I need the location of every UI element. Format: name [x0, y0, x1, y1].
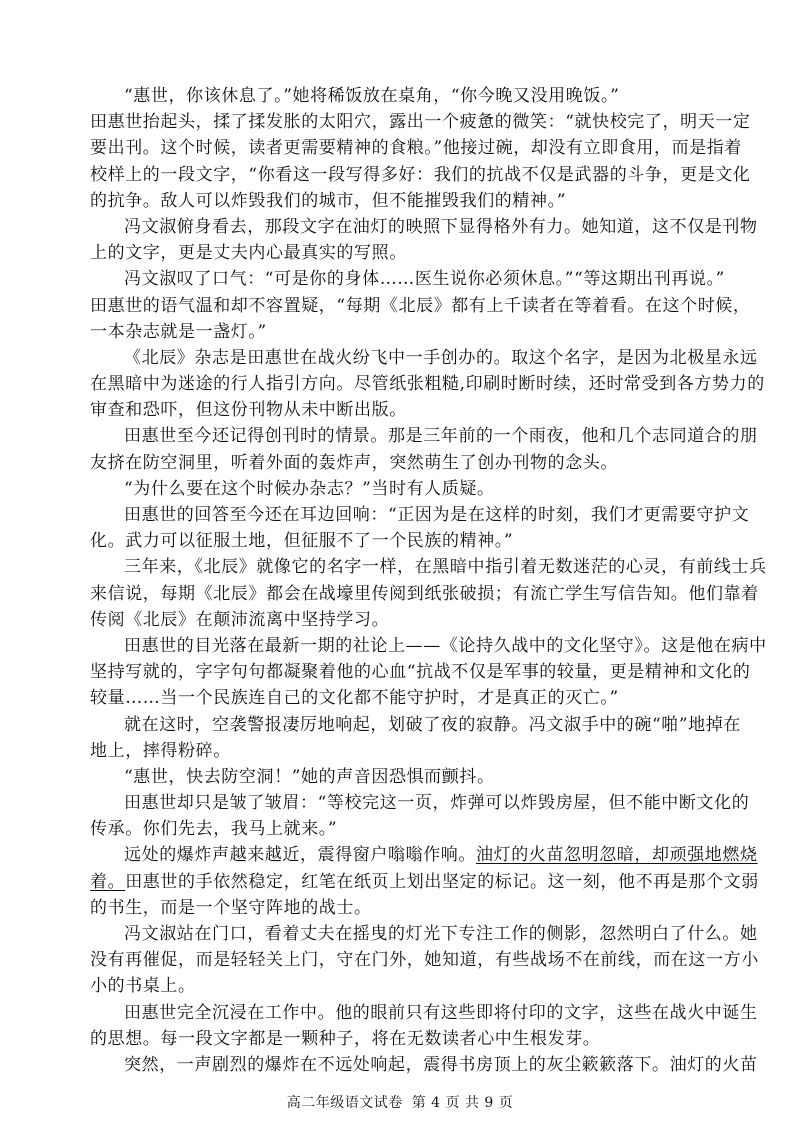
line-text: 传承。你们先去，我马上就来。” — [90, 819, 338, 840]
text-line — [90, 554, 767, 580]
text-line — [90, 738, 717, 764]
text-line — [90, 528, 717, 554]
line-text: 田惠世的回答至今还在耳边回响：“正因为是在这样的时刻，我们才更需要守护文 — [124, 505, 750, 525]
exam-title: 高二年级语文试卷 — [286, 1095, 403, 1111]
text-line — [90, 633, 767, 659]
line-text: 田惠世的语气温和却不容置疑，“每期《北辰》都有上千读者在等着看。在这个时候， — [90, 295, 751, 316]
page-number: 第 4 页 共 9 页 — [411, 1095, 514, 1111]
text-line — [90, 685, 717, 711]
text-line — [90, 502, 750, 528]
line-text: 田惠世却只是皱了皱眉：“等校完这一页，炸弹可以炸毁房屋，但不能中断文化的 — [124, 793, 750, 814]
text-line — [90, 842, 758, 868]
text-line — [90, 869, 759, 895]
line-text: 友挤在防空洞里，听着外面的轰炸声，突然萌生了创办刊物的念头。 — [90, 452, 618, 473]
line-text: 一本杂志就是一盏灯。” — [90, 321, 267, 342]
text-line — [90, 947, 759, 973]
text-line — [90, 895, 717, 921]
text-line — [90, 240, 717, 266]
line-text: 的抗争。敌人可以炸毁我们的城市，但不能摧毁我们的精神。” — [90, 190, 566, 211]
line-text: 三年来，《北辰》就像它的名字一样，在黑暗中指引着无数迷茫的心灵，有前线士兵 — [124, 557, 767, 578]
page-footer — [0, 1092, 800, 1112]
line-text: 小的书桌上。 — [90, 976, 196, 997]
text-line — [90, 659, 751, 685]
text-line — [90, 607, 717, 633]
text-line — [90, 712, 741, 738]
underlined-text: 油灯的火苗忽明忽暗，却顽强地燃烧 — [476, 845, 758, 866]
document-body — [90, 83, 767, 1078]
text-line — [90, 319, 717, 345]
text-line — [90, 293, 751, 319]
line-text: 冯文淑站在门口，看着丈夫在摇曳的灯光下专注工作的侧影，忽然明白了什么。她 — [124, 924, 758, 944]
line-text: 没有再催促，而是轻轻关上门，守在门外，她知道，有些战场不在前线，而在这一方小 — [90, 950, 759, 971]
line-text: 突然，一声剧烈的爆炸在不远处响起，震得书房顶上的灰尘簌簌落下。油灯的火苗 — [124, 1054, 758, 1075]
line-text: 校样上的一段文字，“你看这一段写得多好：我们的抗战不仅是武器的斗争，更是文化 — [90, 164, 751, 185]
text-line — [90, 450, 717, 476]
line-text: “惠世，你该休息了。”她将稀饭放在桌角，“你今晚又没用晚饭。” — [124, 86, 620, 106]
line-text: 田惠世抬起头，揉了揉发胀的太阳穴，露出一个疲惫的微笑：“就快校完了，明天一定 — [90, 112, 751, 133]
text-line — [90, 214, 758, 240]
text-line — [90, 397, 717, 423]
underlined-text: 着。 — [90, 871, 126, 892]
text-line — [90, 816, 717, 842]
line-text: 田惠世完全沉浸在工作中。他的眼前只有这些即将付印的文字，这些在战火中诞生 — [124, 1002, 758, 1023]
text-line — [90, 162, 751, 188]
line-text: 田惠世的手依然稳定，红笔在纸页上划出坚定的标记。这一刻，他不再是那个文弱 — [125, 871, 759, 892]
line-text: 的书生，而是一个坚守阵地的战士。 — [90, 897, 372, 918]
line-text: 《北辰》杂志是田惠世在战火纷飞中一手创办的。取这个名字，是因为北极星永远 — [124, 347, 758, 368]
text-line — [90, 423, 758, 449]
line-text: 冯文淑叹了口气：“可是你的身体……医生说你必须休息。”“等这期出刊再说。” — [124, 269, 725, 290]
text-line — [90, 476, 717, 502]
line-text: 地上，摔得粉碎。 — [90, 740, 231, 761]
text-line — [90, 581, 759, 607]
line-text: 化。武力可以征服土地，但征服不了一个民族的精神。” — [90, 531, 514, 552]
line-text: 的思想。每一段文字都是一颗种子，将在无数读者心中生根发芽。 — [90, 1028, 601, 1049]
line-text: 传阅《北辰》在颠沛流离中坚持学习。 — [90, 609, 390, 630]
text-line — [90, 921, 758, 947]
text-line — [90, 1026, 717, 1052]
text-line — [90, 188, 717, 214]
text-line — [90, 973, 717, 999]
text-line — [90, 83, 717, 109]
line-text: “惠世，快去防空洞！”她的声音因恐惧而颤抖。 — [124, 766, 495, 787]
text-line — [90, 1052, 758, 1078]
text-line — [90, 790, 750, 816]
line-text: 就在这时，空袭警报凄厉地响起，划破了夜的寂静。冯文淑手中的碗“啪”地掉在 — [124, 714, 741, 735]
text-line — [90, 266, 725, 292]
line-text: “为什么要在这个时候办杂志？”当时有人质疑。 — [124, 478, 495, 499]
line-text: 来信说，每期《北辰》都会在战壕里传阅到纸张破损；有流亡学生写信告知。他们靠着 — [90, 583, 759, 604]
text-line — [90, 1000, 758, 1026]
line-text: 田惠世至今还记得创刊时的情景。那是三年前的一个雨夜，他和几个志同道合的朋 — [124, 426, 758, 447]
text-line — [90, 764, 717, 790]
line-text: 田惠世的目光落在最新一期的社论上——《论持久战中的文化坚守》。这是他在病中 — [124, 635, 767, 656]
text-line — [90, 135, 742, 161]
line-text: 冯文淑俯身看去，那段文字在油灯的映照下显得格外有力。她知道，这不仅是刊物 — [124, 216, 758, 237]
line-text: 较量……当一个民族连自己的文化都不能守护时，才是真正的灭亡。” — [90, 688, 619, 709]
text-line — [90, 371, 765, 397]
line-text: 要出刊。这个时候，读者更需要精神的食粮。”他接过碗，却没有立即食用，而是指着 — [90, 138, 742, 159]
line-text: 审查和恐吓，但这份刊物从未中断出版。 — [90, 400, 407, 421]
text-line — [90, 109, 751, 135]
line-text: 在黑暗中为迷途的行人指引方向。尽管纸张粗糙,印刷时断时续，还时常受到各方势力的 — [90, 374, 765, 395]
line-text: 上的文字，更是丈夫内心最真实的写照。 — [90, 243, 407, 264]
text-line — [90, 345, 758, 371]
line-text: 远处的爆炸声越来越近，震得窗户嗡嗡作响。 — [124, 845, 476, 866]
line-text: 坚持写就的，字字句句都凝聚着他的心血“抗战不仅是军事的较量，更是精神和文化的 — [90, 662, 751, 683]
